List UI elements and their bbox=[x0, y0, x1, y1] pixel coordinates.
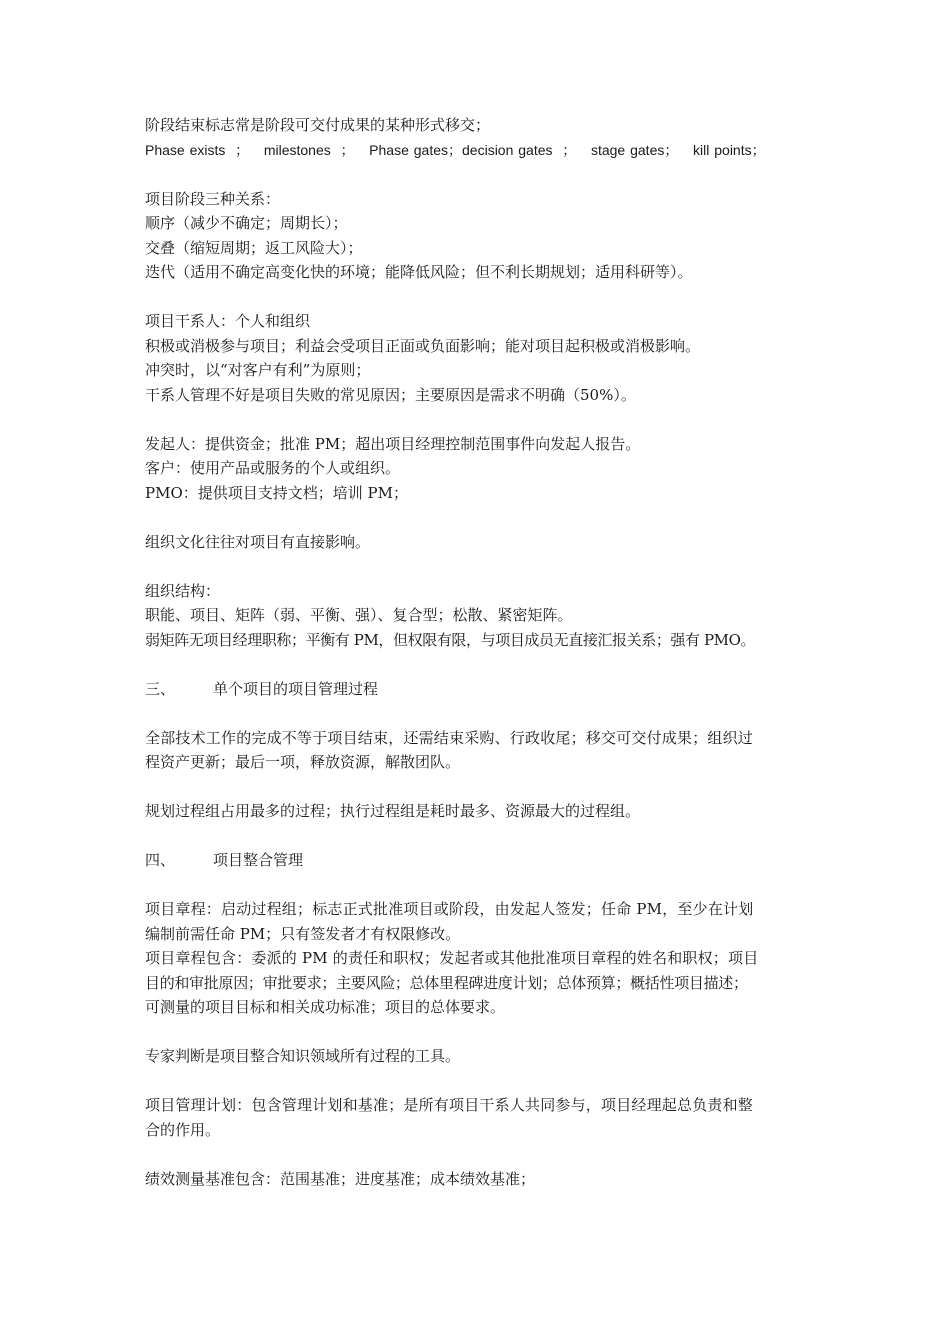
blank-line bbox=[145, 1142, 815, 1167]
paragraph-line: 职能、项目、矩阵（弱、平衡、强）、复合型；松散、紧密矩阵。 bbox=[145, 606, 573, 624]
paragraph-line: 全部技术工作的完成不等于项目结束，还需结束采购、行政收尾；移交可交付成果；组织过 bbox=[145, 728, 754, 747]
section-heading-3 bbox=[145, 677, 815, 702]
paragraph-line: 项目干系人：个人和组织 bbox=[145, 312, 311, 330]
paragraph-line: 项目章程：启动过程组；标志正式批准项目或阶段，由发起人签发；任命 PM，至少在计划 bbox=[145, 900, 754, 918]
blank-line bbox=[145, 162, 815, 187]
paragraph-line: Phase exists ； milestones ； Phase gates；decision gates ； stage gates； kill points； bbox=[145, 141, 766, 158]
section-number: 四、 bbox=[145, 851, 176, 869]
blank-line bbox=[145, 701, 815, 726]
paragraph-line: 冲突时，以“对客户有利”为原则； bbox=[145, 361, 371, 379]
blank-line bbox=[145, 1020, 815, 1045]
paragraph-line: 弱矩阵无项目经理职称；平衡有 PM，但权限有限，与项目成员无直接汇报关系；强有 PMO。 bbox=[145, 630, 756, 649]
blank-line bbox=[145, 505, 815, 530]
blank-line bbox=[145, 775, 815, 800]
paragraph-line: PMO：提供项目支持文档；培训 PM； bbox=[145, 483, 408, 502]
paragraph-line: 客户：使用产品或服务的个人或组织。 bbox=[145, 459, 401, 477]
paragraph-line: 项目阶段三种关系： bbox=[145, 189, 281, 208]
paragraph-line: 项目章程包含：委派的 PM 的责任和职权；发起者或其他批准项目章程的姓名和职权；项目 bbox=[145, 949, 759, 967]
paragraph-line: 编制前需任命 PM；只有签发者才有权限修改。 bbox=[145, 924, 461, 943]
paragraph-line: 干系人管理不好是项目失败的常见原因；主要原因是需求不明确（50%）。 bbox=[145, 385, 636, 404]
paragraph-line: 项目管理计划：包含管理计划和基准；是所有项目干系人共同参与，项目经理起总负责和整 bbox=[145, 1096, 754, 1114]
paragraph-line: 组织文化往往对项目有直接影响。 bbox=[145, 532, 371, 551]
paragraph-line: 可测量的项目目标和相关成功标准；项目的总体要求。 bbox=[145, 998, 506, 1016]
paragraph-line: 绩效测量基准包含：范围基准；进度基准；成本绩效基准； bbox=[145, 1169, 536, 1188]
document-body bbox=[145, 113, 815, 1191]
paragraph-line: 目的和审批原因；审批要求；主要风险；总体里程碑进度计划；总体预算；概括性项目描述； bbox=[145, 973, 748, 992]
paragraph-line: 交叠（缩短周期；返工风险大）； bbox=[145, 238, 363, 257]
section-title: 项目整合管理 bbox=[213, 851, 304, 869]
blank-line bbox=[145, 824, 815, 849]
paragraph-line: 迭代（适用不确定高变化快的环境；能降低风险；但不利长期规划；适用科研等）。 bbox=[145, 263, 693, 281]
blank-line bbox=[145, 1069, 815, 1094]
paragraph-line: 阶段结束标志常是阶段可交付成果的某种形式移交； bbox=[145, 116, 491, 134]
blank-line bbox=[145, 285, 815, 310]
paragraph-line: 顺序（减少不确定；周期长）； bbox=[145, 214, 348, 232]
paragraph-line: 程资产更新；最后一项，释放资源，解散团队。 bbox=[145, 753, 461, 771]
paragraph-line: 发起人：提供资金；批准 PM；超出项目经理控制范围事件向发起人报告。 bbox=[145, 434, 641, 453]
section-number: 三、 bbox=[145, 679, 176, 698]
blank-line bbox=[145, 652, 815, 677]
blank-line bbox=[145, 873, 815, 898]
paragraph-line: 组织结构： bbox=[145, 581, 221, 600]
paragraph-line: 积极或消极参与项目；利益会受项目正面或负面影响；能对项目起积极或消极影响。 bbox=[145, 336, 701, 355]
paragraph-line: 专家判断是项目整合知识领域所有过程的工具。 bbox=[145, 1047, 461, 1065]
blank-line bbox=[145, 554, 815, 579]
paragraph-line: 合的作用。 bbox=[145, 1120, 221, 1139]
section-title: 单个项目的项目管理过程 bbox=[213, 679, 379, 698]
paragraph-line: 规划过程组占用最多的过程；执行过程组是耗时最多、资源最大的过程组。 bbox=[145, 802, 641, 820]
blank-line bbox=[145, 407, 815, 432]
section-heading-4 bbox=[145, 848, 815, 873]
